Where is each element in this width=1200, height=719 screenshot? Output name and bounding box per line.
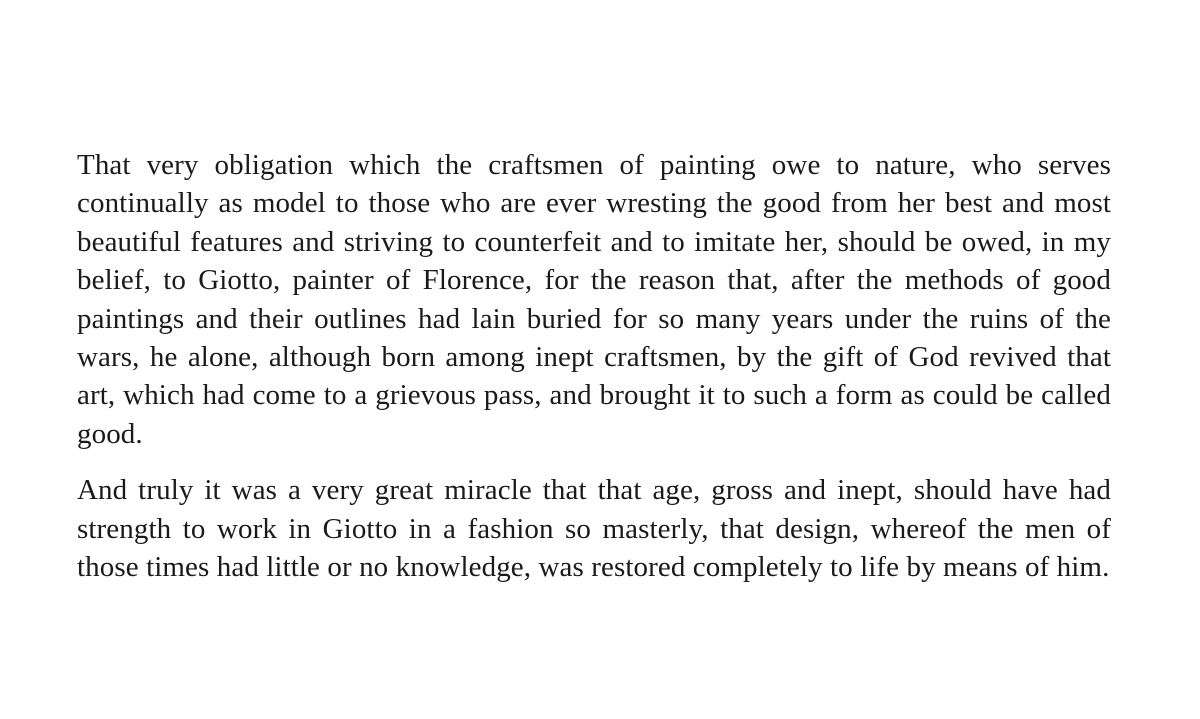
paragraph-1: That very obligation which the craftsmen of painting owe to nature, who serves continually as model to those who are ever wresting the good from her best and most beautiful features and striving to counterfeit and to imitate her, should be owed, in my belief, to Giotto, painter of Florence, for the reason that, after the methods of good paintings and their outlines had lain buried for so many years under the ruins of the wars, he alone, although born among inept craftsmen, by the gift of God revived that art, which had come to a grievous pass, and brought it to such a form as could be called good. <box>77 149 1111 450</box>
paragraph-2: And truly it was a very great miracle that that age, gross and inept, should have had strength to work in Giotto in a fashion so masterly, that design, whereof the men of those times had little or no knowledge, was restored completely to life by means of him. <box>77 474 1111 584</box>
body-text <box>77 146 1111 586</box>
